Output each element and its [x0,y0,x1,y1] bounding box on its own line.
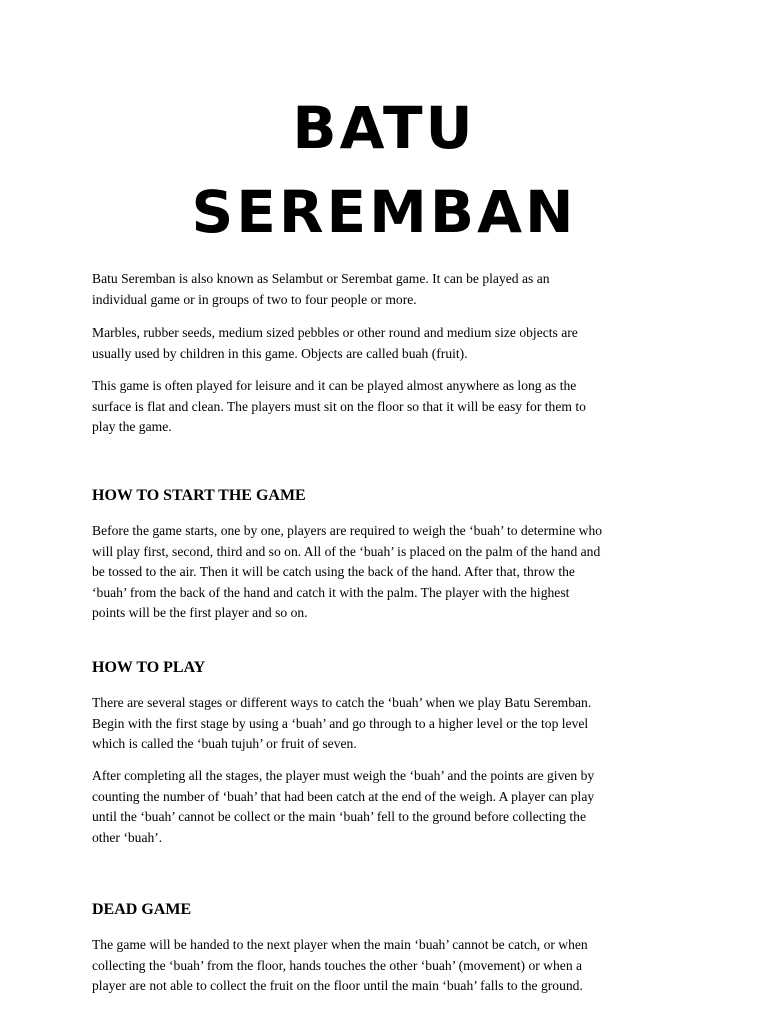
text-line: which is called the ‘buah tujuh’ or fruit of seven. [92,736,357,752]
text-line: other ‘buah’. [92,829,163,845]
section-heading-dead-game: DEAD GAME [92,901,192,918]
section-heading-how-to-start: HOW TO START THE GAME [92,487,306,504]
how-to-play-paragraph-2 [92,766,692,848]
text-line: Batu Seremban is also known as Selambut or Serembat game. It can be played as an [92,271,550,286]
text-line: until the ‘buah’ cannot be collect or the main ‘buah’ fell to the ground before collecting the [92,809,586,825]
text-line: counting the number of ‘buah’ that had been catch at the end of the weigh. A player can play [92,788,595,804]
how-to-play-paragraph-1 [92,693,692,755]
text-line: Begin with the first stage by using a ‘buah’ and go through to a higher level or the top level [92,715,589,731]
page-title-line-2: SEREMBAN [191,178,577,246]
text-line: collecting the ‘buah’ from the floor, hands touches the other ‘buah’ (movement) or when a [92,957,583,973]
page-title-line-1: BATU [292,94,476,162]
dead-game-paragraph [92,935,692,997]
intro-paragraph-1 [92,269,692,310]
text-line: Before the game starts, one by one, players are required to weigh the ‘buah’ to determine who [92,523,603,538]
text-line: After completing all the stages, the player must weigh the ‘buah’ and the points are given by [92,768,595,783]
text-line: be tossed to the air. Then it will be catch using the back of the hand. After that, throw the [92,564,575,580]
text-line: will play first, second, third and so on. All of the ‘buah’ is placed on the palm of the hand and [92,543,601,559]
section-heading-how-to-play: HOW TO PLAY [92,659,206,676]
text-line: play the game. [92,419,172,435]
text-line: usually used by children in this game. Objects are called buah (fruit). [92,345,468,361]
text-line: This game is often played for leisure and it can be played almost anywhere as long as the [92,378,577,393]
text-line: There are several stages or different ways to catch the ‘buah’ when we play Batu Seremban. [92,695,592,710]
text-line: surface is flat and clean. The players must sit on the floor so that it will be easy for them to [92,398,586,414]
intro-paragraph-3 [92,376,692,438]
text-line: The game will be handed to the next player when the main ‘buah’ cannot be catch, or when [92,937,588,952]
text-line: individual game or in groups of two to four people or more. [92,291,417,307]
text-line: ‘buah’ from the back of the hand and catch it with the palm. The player with the highest [92,584,570,600]
text-line: Marbles, rubber seeds, medium sized pebbles or other round and medium size objects are [92,325,578,340]
intro-paragraph-2 [92,323,692,364]
text-line: points will be the first player and so on. [92,605,308,621]
how-to-start-paragraph [92,521,692,624]
text-line: player are not able to collect the fruit on the floor until the main ‘buah’ falls to the ground. [92,978,583,994]
